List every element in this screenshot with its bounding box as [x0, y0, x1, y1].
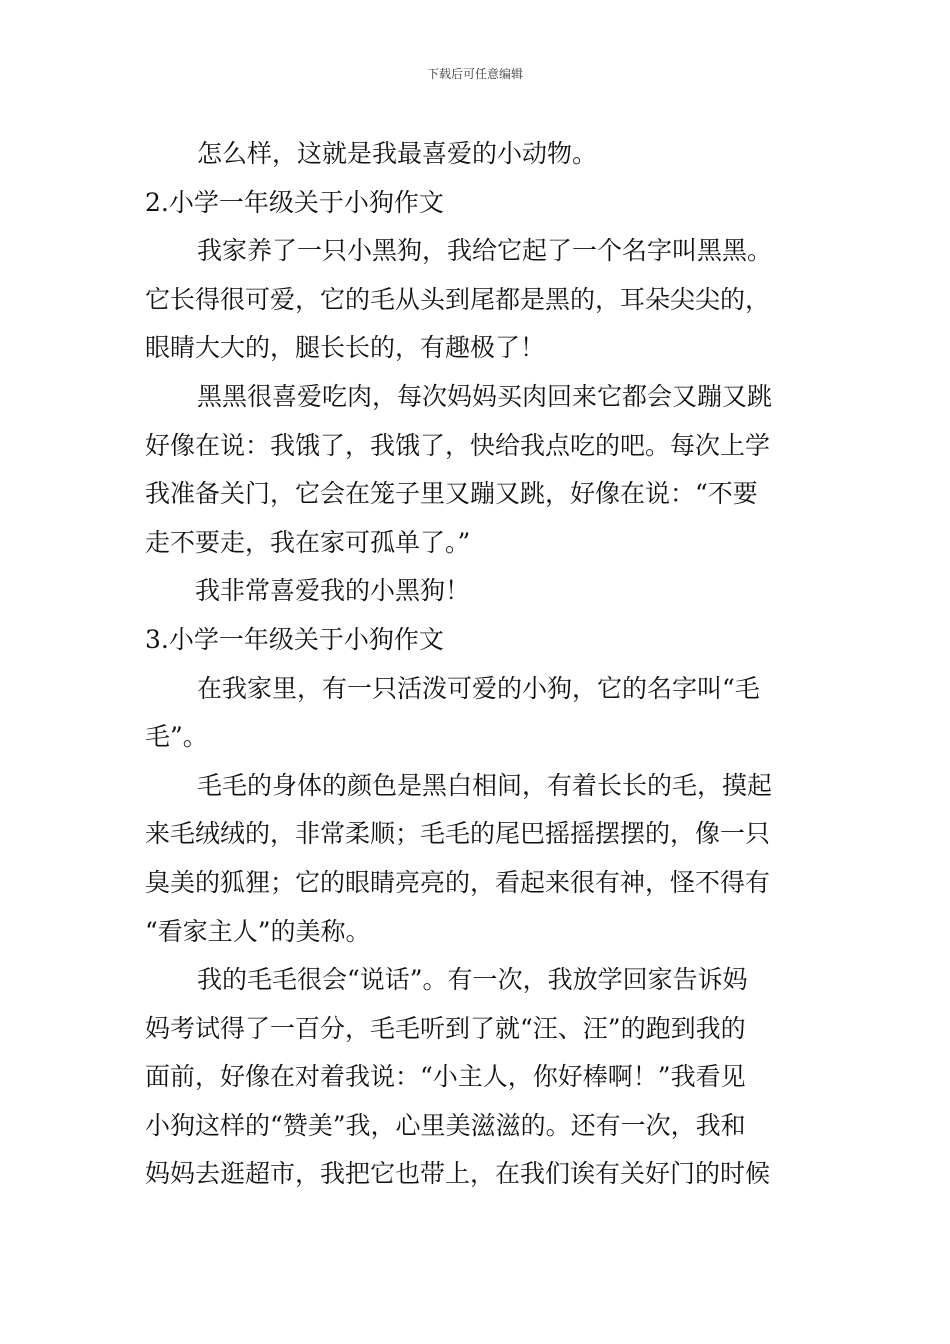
text-line: 怎么样，这就是我最喜爱的小动物。: [197, 139, 598, 168]
text-line: 好像在说：我饿了，我饿了，快给我点吃的吧。每次上学: [145, 430, 771, 460]
text-line: 在我家里，有一只活泼可爱的小狗，它的名字叫“毛: [197, 673, 760, 703]
text-line: 我的毛毛很会“说话”。有一次，我放学回家告诉妈: [197, 965, 748, 995]
section-heading: 3.小学一年级关于小狗作文: [145, 624, 444, 654]
text-line: 毛毛的身体的颜色是黑白相间，有着长长的毛，摸起: [197, 770, 773, 800]
text-line: 走不要走，我在家可孤单了。”: [145, 527, 471, 557]
text-line: 我家养了一只小黑狗，我给它起了一个名字叫黑黑。: [197, 236, 773, 266]
text-line: 黑黑很喜爱吃肉，每次妈妈买肉回来它都会又蹦又跳: [197, 381, 773, 411]
text-line: 毛”。: [145, 722, 208, 752]
text-line: 妈考试得了一百分，毛毛听到了就“汪、汪”的跑到我的: [145, 1013, 746, 1043]
text-line: 面前，好像在对着我说：“小主人，你好棒啊！”我看见: [145, 1062, 746, 1092]
text-line: 小狗这样的“赞美”我，心里美滋滋的。还有一次，我和: [145, 1110, 746, 1140]
text-line: 我非常喜爱我的小黑狗！: [195, 576, 471, 606]
section-heading: 2.小学一年级关于小狗作文: [145, 187, 444, 217]
text-line: 来毛绒绒的，非常柔顺；毛毛的尾巴摇摇摆摆的，像一只: [145, 819, 771, 849]
text-line: 臭美的狐狸；它的眼睛亮亮的，看起来很有神，怪不得有: [145, 867, 771, 897]
text-line: 它长得很可爱，它的毛从头到尾都是黑的，耳朵尖尖的，: [145, 284, 771, 314]
text-line: “看家主人”的美称。: [145, 916, 371, 946]
document-body: [145, 130, 807, 1199]
page-header: 下载后可任意编辑: [426, 67, 523, 81]
text-line: 我准备关门，它会在笼子里又蹦又跳，好像在说：“不要: [145, 479, 758, 509]
text-line: 妈妈去逛超市，我把它也带上，在我们诶有关好门的时候: [145, 1159, 771, 1189]
text-line: 眼睛大大的，腿长长的，有趣极了！: [145, 333, 546, 363]
